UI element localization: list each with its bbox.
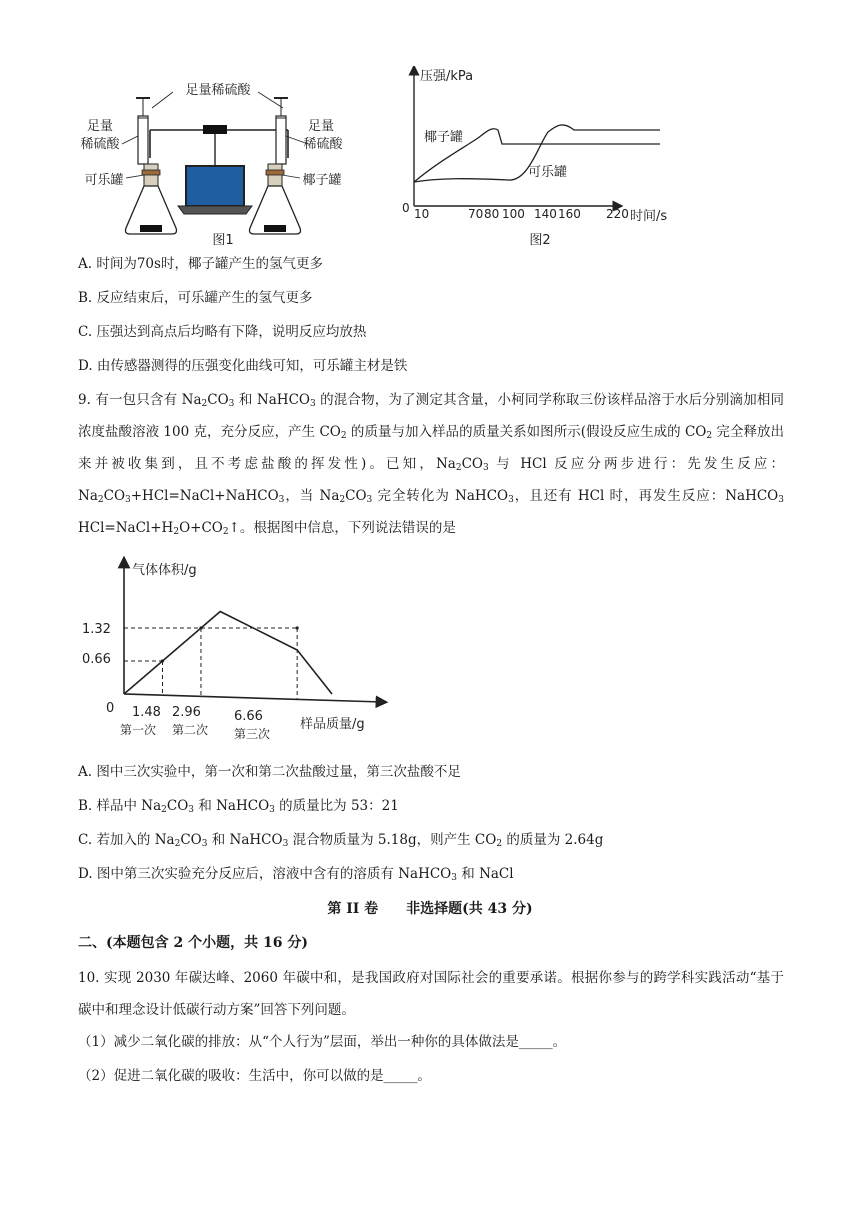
fig1-label-right-1: 足量 <box>307 119 335 134</box>
q9-option-b: B. 样品中 $Na_2CO_3$ 和 NaHCO$_3$ 的质量比为 53：21 <box>78 798 399 815</box>
q9-option-c: C. 若加入的 $Na_2CO_3$ 和 NaHCO$_3$ 混合物质量为 5.18g，则产生 $CO_2$ 的质量为 2.64g <box>78 832 604 849</box>
fig2-label-coconut: 椰子罐 <box>424 130 464 145</box>
q9-gas-mass-chart <box>78 552 398 752</box>
fig1-label-right-2: 稀硫酸 <box>303 137 343 152</box>
q8-option-a: A. 时间为70s时，椰子罐产生的氢气更多 <box>78 256 323 272</box>
chart-xtick-1.48: 1.48 <box>132 705 161 720</box>
fig1-label-cola: 可乐罐 <box>84 173 124 188</box>
figure-2-pressure-chart <box>398 66 698 250</box>
fig2-tick-160: 160 <box>558 207 581 221</box>
chart-xtick-2.96: 2.96 <box>172 705 201 720</box>
q9-stem: 9. 有一包只含有 $Na_2CO_3$ 和 NaHCO$_3$ 的混合物，为了测定其含量，小柯同学称取三份该样品溶于水后分别滴加相同浓度盐酸溶液 100 克，充分反应，产生 $CO_2$ 的质量与加入样品的质量关系如图所示(假设反应生成的 $CO_2$ 完全释放出来并被收集到，且不考虑盐酸的挥发性)。已知，$Na_2CO_3$ 与 HCl 反应分两步进行：先发生反应：$Na_2CO_3+HCl=NaCl+NaHCO_3$，当 $Na_2CO_3$ 完全转化为 NaHCO$_3$，且还有 HCl 时，再发生反应：NaHCO$_3$ $HCl=NaCl+H_2O+CO_2↑$。根据图中信息，下列说法错误的是 <box>78 392 784 537</box>
q10-sub-1: （1）减少二氧化碳的排放：从“个人行为”层面，举出一种你的具体做法是_____。 <box>78 1034 567 1050</box>
chart-ylabel: 气体体积/g <box>132 563 197 578</box>
fig2-origin: 0 <box>402 201 410 215</box>
chart-note-first: 第一次 <box>120 723 157 737</box>
fig2-tick-10: 10 <box>414 207 430 221</box>
fig1-caption: 图1 <box>212 233 234 248</box>
chart-note-third: 第三次 <box>234 727 271 741</box>
chart-ytick-1.32: 1.32 <box>82 622 111 637</box>
fig2-tick-220: 220 <box>606 207 629 221</box>
fig2-tick-70: 70 <box>468 207 484 221</box>
q9-number: 9. <box>78 392 91 408</box>
figure-1-apparatus <box>78 78 378 248</box>
section-heading: 二、(本题包含 2 个小题，共 16 分) <box>78 935 308 951</box>
q9-option-a: A. 图中三次实验中，第一次和第二次盐酸过量，第三次盐酸不足 <box>78 764 461 780</box>
chart-origin: 0 <box>106 701 115 716</box>
chart-series-line <box>124 612 332 695</box>
chart-xlabel: 样品质量/g <box>300 717 365 732</box>
fig1-label-top: 足量稀硫酸 <box>185 83 251 98</box>
fig1-label-left-1: 足量 <box>86 119 114 134</box>
fig2-caption: 图2 <box>529 233 551 248</box>
chart-xtick-6.66: 6.66 <box>234 709 263 724</box>
fig2-tick-140: 140 <box>534 207 557 221</box>
q10-sub-2: （2）促进二氧化碳的吸收：生活中，你可以做的是_____。 <box>78 1068 431 1084</box>
fig2-xlabel: 时间/s <box>630 209 668 224</box>
q8-option-b: B. 反应结束后，可乐罐产生的氢气更多 <box>78 290 313 306</box>
fig2-tick-80: 80 <box>484 207 500 221</box>
fig1-label-coconut: 椰子罐 <box>302 173 342 188</box>
fig2-tick-100: 100 <box>502 207 525 221</box>
fig2-label-cola: 可乐罐 <box>528 165 568 180</box>
q8-option-c: C. 压强达到高点后均略有下降，说明反应均放热 <box>78 324 367 340</box>
chart-point-2 <box>296 626 299 629</box>
fig2-ylabel: 压强/kPa <box>420 69 474 84</box>
q9-option-d: D. 图中第三次实验充分反应后，溶液中含有的溶质有 NaHCO$_3$ 和 NaCl <box>78 866 514 883</box>
section-title: 第 II 卷 非选择题(共 43 分) <box>327 901 533 917</box>
chart-point-0 <box>161 659 164 662</box>
chart-ytick-0.66: 0.66 <box>82 652 111 667</box>
fig1-label-left-2: 稀硫酸 <box>80 137 120 152</box>
q8-option-d: D. 由传感器测得的压强变化曲线可知，可乐罐主材是铁 <box>78 358 408 374</box>
chart-point-1 <box>199 626 202 629</box>
q10-stem: 10. 实现 2030 年碳达峰、2060 年碳中和，是我国政府对国际社会的重要承诺。根据你参与的跨学科实践活动“基于碳中和理念设计低碳行动方案”回答下列问题。 <box>78 970 784 1018</box>
chart-note-second: 第二次 <box>172 723 209 737</box>
